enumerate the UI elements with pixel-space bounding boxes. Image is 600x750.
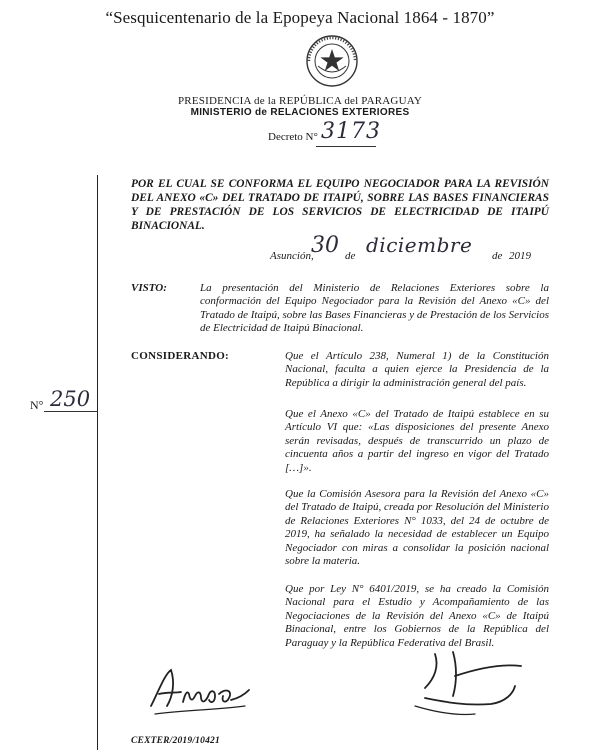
date-city: Asunción, xyxy=(270,250,314,262)
considerando-paragraph-3: Que la Comisión Asesora para la Revisión del Anexo «C» del Tratado de Itaipú, creada por Resolución del Ministerio de Relaciones Exteriores N° 1033, del 24 de octubre de 2019, ha señalado la necesidad de establecer un Equipo Negociador con miras a consolidar la posición nacional sobre la materia. xyxy=(285,488,549,568)
considerando-paragraph-2: Que el Anexo «C» del Tratado de Itaipú establece en su Artículo VI que: «Las disposiciones del presente Anexo serán revisadas, después de transcurrido un plazo de cincuenta años a partir del ingreso en vigor del Tratado […]». xyxy=(285,408,549,474)
date-month: diciembre xyxy=(366,233,473,257)
date-de-2: de xyxy=(492,250,503,262)
signature-right xyxy=(395,636,535,726)
considerando-paragraph-1: Que el Artículo 238, Numeral 1) de la Constitución Nacional, faculta a quien ejerce la Presidencia de la República a dirigir la administración general del país. xyxy=(285,350,549,389)
presidency-heading: PRESIDENCIA de la REPÚBLICA del PARAGUAY xyxy=(177,95,423,107)
date-year: 2019 xyxy=(509,250,531,262)
margin-number-value: 250 xyxy=(50,387,91,411)
motto-header: “Sesquicentenario de la Epopeya Nacional 1864 - 1870” xyxy=(105,8,495,27)
considerando-label: CONSIDERANDO: xyxy=(131,350,230,362)
visto-label: VISTO: xyxy=(131,282,167,294)
considerando-paragraph-4: Que por Ley N° 6401/2019, se ha creado la Comisión Nacional para el Estudio y Acompañamiento de las Negociaciones de la Revisión del Anexo «C» de Itaipú Binacional, entre los Gobiernos de la República del Paraguay y la República Federativa del Brasil. xyxy=(285,583,549,649)
signature-left xyxy=(145,660,255,720)
decree-underline xyxy=(316,146,376,147)
document-title: POR EL CUAL SE CONFORMA EL EQUIPO NEGOCIADOR PARA LA REVISIÓN DEL ANEXO «C» DEL TRATADO DE ITAIPÚ, SOBRE LAS BASES FINANCIERAS Y DE PRESTACIÓN DE LOS SERVICIOS DE ELECTRICIDAD DE ITAIPÚ BINACIONAL. xyxy=(131,178,549,232)
visto-text: La presentación del Ministerio de Relaciones Exteriores sobre la conformación del Equipo Negociador para la Revisión del Anexo «C» del Tratado de Itaipú, sobre las Bases Financieras y de Prestación de los Servicios de Electricidad de Itaipú Binacional. xyxy=(200,282,550,335)
date-de-1: de xyxy=(345,250,356,262)
national-seal-icon xyxy=(305,34,359,88)
footer-reference: CEXTER/2019/10421 xyxy=(131,736,220,746)
ministry-heading: MINISTERIO de RELACIONES EXTERIORES xyxy=(190,107,410,118)
margin-number-label: N° xyxy=(30,398,44,412)
decree-number: 3173 xyxy=(321,119,381,144)
margin-number-underline xyxy=(44,411,98,412)
date-day: 30 xyxy=(311,233,339,258)
decree-label: Decreto N° xyxy=(268,131,318,143)
margin-rule xyxy=(97,175,98,750)
